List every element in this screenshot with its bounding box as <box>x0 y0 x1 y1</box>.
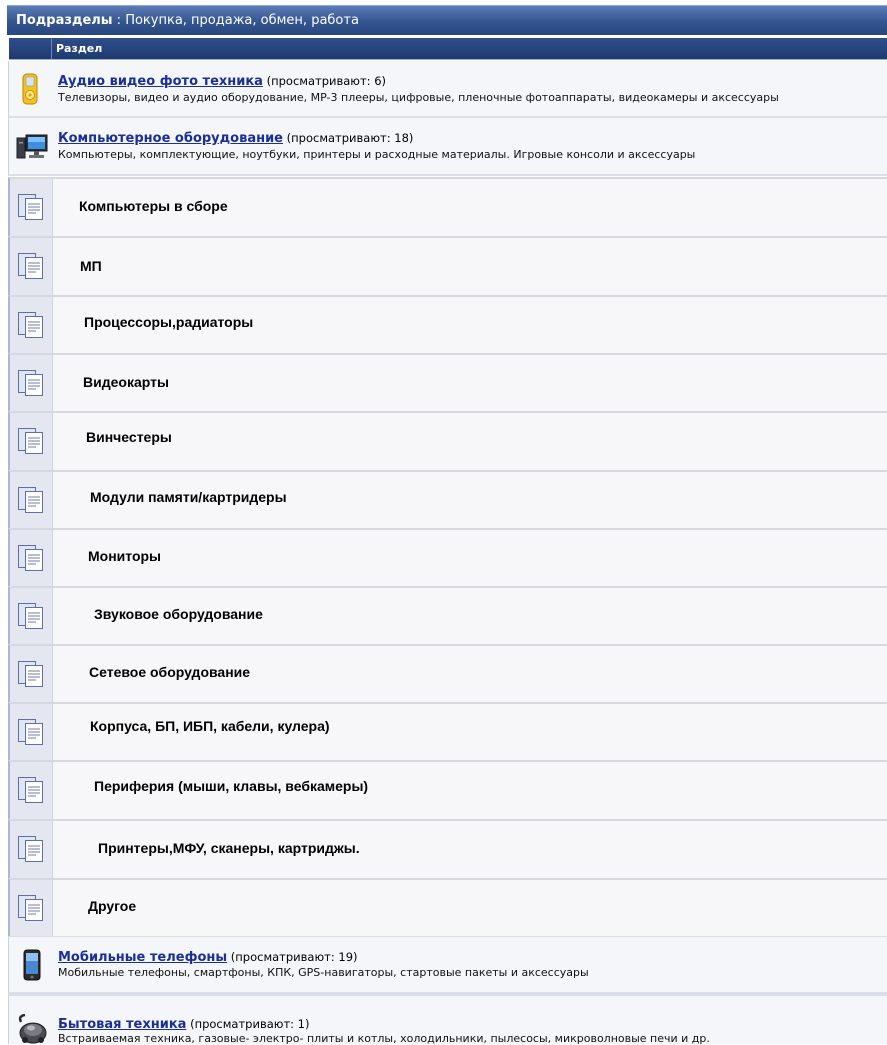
subsection-icon-cell <box>10 821 53 878</box>
category-icon-cell <box>9 118 51 174</box>
subsection-row[interactable] <box>8 177 887 236</box>
forum-document-icon <box>17 193 45 221</box>
category-title-line <box>58 131 413 146</box>
category-description: Компьютеры, комплектующие, ноутбуки, принтеры и расходные материалы. Игровые консоли и аксессуары <box>58 148 696 161</box>
forum-document-icon <box>17 718 45 746</box>
subsection-icon-cell <box>10 179 53 236</box>
subsection-row[interactable] <box>8 470 887 528</box>
category-row <box>8 118 887 176</box>
category-link[interactable]: Компьютерное оборудование <box>58 131 283 146</box>
subsection-title[interactable]: Периферия (мыши, клавы, вебкамеры) <box>94 778 369 794</box>
forum-document-icon <box>17 427 45 455</box>
forum-document-icon <box>17 311 45 339</box>
viewer-count: (просматривают: 18) <box>286 131 414 145</box>
category-icon-cell <box>9 996 51 1044</box>
subsection-icon-cell <box>10 646 53 702</box>
subsection-title[interactable]: Другое <box>88 898 137 914</box>
viewer-count: (просматривают: 1) <box>190 1017 310 1031</box>
mp3-player-icon <box>21 73 39 105</box>
subsection-row[interactable] <box>8 702 887 760</box>
subsection-icon-cell <box>10 472 53 528</box>
subsection-title[interactable]: Модули памяти/картридеры <box>90 489 287 505</box>
category-row <box>8 936 887 994</box>
forum-document-icon <box>17 602 45 630</box>
subsection-icon-cell <box>10 762 53 819</box>
subsection-title[interactable]: Звуковое оборудование <box>94 606 263 622</box>
forum-document-icon <box>17 544 45 572</box>
icon-column-header <box>9 38 52 59</box>
category-title-line <box>58 950 358 965</box>
category-icon-cell <box>9 61 51 116</box>
vacuum-cleaner-icon <box>16 1014 48 1044</box>
forum-document-icon <box>17 835 45 863</box>
header-subtitle: : Покупка, продажа, обмен, работа <box>112 13 359 28</box>
subsection-row[interactable] <box>8 295 887 353</box>
category-description: Мобильные телефоны, смартфоны, КПК, GPS-навигаторы, стартовые пакеты и аксессуары <box>58 966 589 979</box>
category-title-line <box>58 74 386 89</box>
mobile-phone-icon <box>23 949 41 981</box>
subsection-title[interactable]: Компьютеры в сборе <box>79 198 228 214</box>
subsection-row[interactable] <box>8 353 887 411</box>
subsection-icon-cell <box>10 588 53 644</box>
subsection-icon-cell <box>10 355 53 411</box>
computer-icon <box>16 134 48 162</box>
subsection-row[interactable] <box>8 236 887 295</box>
subsection-title[interactable]: Сетевое оборудование <box>89 664 251 680</box>
viewer-count: (просматривают: 19) <box>230 950 358 964</box>
subsection-title[interactable]: Принтеры,МФУ, сканеры, картриджы. <box>98 840 360 856</box>
subsection-title[interactable]: Корпуса, БП, ИБП, кабели, кулера) <box>90 718 330 734</box>
header-title: Подразделы <box>16 13 113 28</box>
subsection-icon-cell <box>10 297 53 353</box>
category-description: Встраиваемая техника, газовые- электро- плиты и котлы, холодильники, пылесосы, микроволновые печи и др. <box>58 1032 710 1045</box>
category-title-line <box>58 1017 310 1032</box>
category-link[interactable]: Мобильные телефоны <box>58 950 228 965</box>
forum-document-icon <box>17 252 45 280</box>
subsection-title[interactable]: МП <box>80 258 102 274</box>
subsection-row[interactable] <box>8 878 887 936</box>
forum-document-icon <box>17 486 45 514</box>
subsection-icon-cell <box>10 238 53 295</box>
subsection-icon-cell <box>10 413 53 470</box>
subsection-row[interactable] <box>8 528 887 586</box>
category-description: Телевизоры, видео и аудио оборудование, MP-3 плееры, цифровые, пленочные фотоаппараты, видеокамеры и аксессуары <box>58 91 779 104</box>
subsection-icon-cell <box>10 704 53 760</box>
forum-document-icon <box>17 369 45 397</box>
table-header <box>9 38 887 60</box>
column-header-section: Раздел <box>56 42 103 55</box>
category-row <box>8 994 887 1044</box>
forum-document-icon <box>17 894 45 922</box>
viewer-count: (просматривают: 6) <box>266 74 387 88</box>
subsection-title[interactable]: Видеокарты <box>83 374 169 390</box>
subsection-row[interactable] <box>8 760 887 819</box>
subsection-title[interactable]: Мониторы <box>88 548 162 564</box>
subsection-row[interactable] <box>8 586 887 644</box>
subsection-title[interactable]: Процессоры,радиаторы <box>84 314 254 330</box>
category-link[interactable]: Бытовая техника <box>58 1017 187 1032</box>
subsection-title[interactable]: Винчестеры <box>86 429 172 445</box>
subsection-row[interactable] <box>8 411 887 470</box>
subsection-row[interactable] <box>8 644 887 702</box>
subsection-row[interactable] <box>8 819 887 878</box>
subsection-icon-cell <box>10 880 53 936</box>
section-header <box>7 5 887 35</box>
forum-document-icon <box>17 660 45 688</box>
category-icon-cell <box>9 937 51 992</box>
category-link[interactable]: Аудио видео фото техника <box>58 74 263 89</box>
forum-document-icon <box>17 776 45 804</box>
subsection-icon-cell <box>10 530 53 586</box>
category-row <box>8 61 887 118</box>
